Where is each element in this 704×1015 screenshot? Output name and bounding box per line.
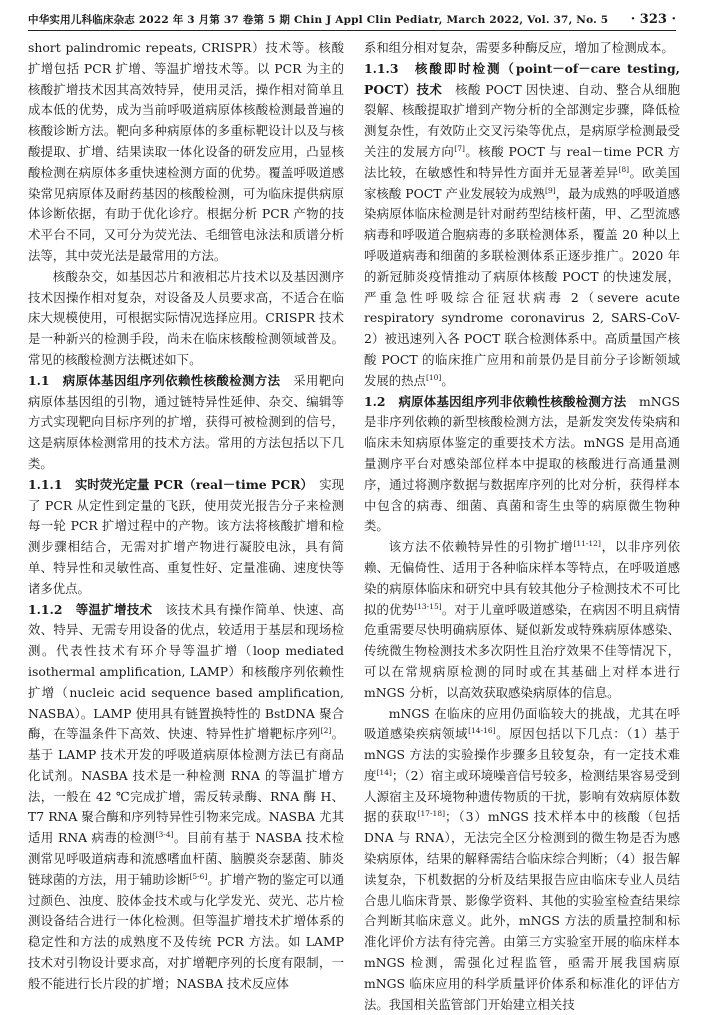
paragraph: short palindromic repeats, CRISPR）技术等。核酸扩增包括 PCR 扩增、等温扩增技术等。以 PCR 为主的核酸扩增技术因其高效特异，使用灵活，操作相对简单且成本低的优势，成为当前呼吸道病原体核酸检测最普遍的核酸诊断方法。靶向多种病原体的多重标靶设计以及与核酸提取、扩增、结果读取一体化设备的研发应用，凸显核酸检测在病原体多重快速检测方面的优势。覆盖呼吸道感染常见病原体及耐药基因的核酸检测，可为临床提供病原体诊断依据，有助于优化诊疗。根据分析 PCR 产物的技术平台不同，又可分为荧光法、毛细管电泳法和质谱分析法等，其中荧光法是最常用的方法。 bbox=[28, 38, 344, 267]
citation: [9] bbox=[545, 185, 556, 194]
right-column bbox=[364, 38, 680, 1015]
journal-citation: 中华实用儿科临床杂志 2022 年 3 月第 37 卷第 5 期 Chin J Appl Clin Pediatr, March 2022, Vol. 37, No. 5 bbox=[28, 10, 608, 30]
citation: [14-16] bbox=[468, 726, 495, 735]
section-paragraph: 1.1.3 核酸即时检测（point－of－care testing, POCT）技术 核酸 POCT 因快速、自动、整合从细胞裂解、核酸提取扩增到产物分析的全部测定步骤，降低检测复杂性，有效防止交叉污染等优点，是病原学检测最受关注的发展方向[7]。核酸 POCT 与 real－time PCR 方法比较，在敏感性和特异性方面并无显著差异[8]。欧美国家核酸 POCT 产业发展较为成熟[9]，最为成熟的呼吸道感染病原体临床检测是针对耐药型结核杆菌，甲、乙型流感病毒和呼吸道合胞病毒的多联检测体系，覆盖 20 种以上呼吸道病毒和细菌的多联检测体系正逐步推广。2020 年的新冠肺炎疫情推动了病原体核酸 POCT 的快速发展，严重急性呼吸综合征冠状病毒 2（severe acute respiratory syndrome coronavirus 2, SARS-CoV-2）被迅速列入各 POCT 联合检测体系中。高质量国产核酸 POCT 的临床推广应用和前景仍是目前分子诊断领域发展的热点[10]。 bbox=[364, 59, 680, 392]
citation: [11-12] bbox=[573, 539, 600, 548]
citation: [5-6] bbox=[189, 872, 207, 881]
citation: [13-15] bbox=[414, 601, 441, 610]
section-paragraph: 1.1 病原体基因组序列依赖性核酸检测方法 采用靶向病原体基因组的引物，通过链特异性延伸、杂交、编辑等方式实现靶向目标序列的扩增，获得可被检测到的信号，这是病原体检测常用的技术方法。常用的方法包括以下几类。 bbox=[28, 371, 344, 475]
citation: [7] bbox=[454, 144, 465, 153]
paragraph: mNGS 在临床的应用仍面临较大的挑战，尤其在呼吸道感染疾病领域[14-16]。原因包括以下几点：（1）基于 mNGS 方法的实验操作步骤多且较复杂，有一定技术难度[14]；（2）宿主或环境噪音信号较多，检测结果容易受到人源宿主及环境物种遗传物质的干扰，影响有效病原体数据的获取[17-18]；（3）mNGS 技术样本中的核酸（包括 DNA 与 RNA），无法完全区分检测到的微生物是否为感染病原体，结果的解释需结合临床综合判断；（4）报告解读复杂，下机数据的分析及结果报告应由临床专业人员结合患儿临床背景、影像学资料、其他的实验室检查结果综合判断其临床意义。此外，mNGS 方法的质量控制和标准化评价方法有待完善。由第三方实验室开展的临床样本 mNGS 检测，需强化过程监管，亟需开展我国病原 mNGS 临床应用的科学质量评价体系和标准化的评估方法。我国相关监管部门开始建立相关技 bbox=[364, 704, 680, 1015]
left-column bbox=[28, 38, 344, 995]
paragraph: 系和组分相对复杂，需要多种酶反应，增加了检测成本。 bbox=[364, 38, 680, 59]
subsection-heading: 1.1.1 实时荧光定量 PCR（real－time PCR） bbox=[28, 477, 307, 492]
section-paragraph: 1.2 病原体基因组序列非依赖性核酸检测方法 mNGS 是非序列依赖的新型核酸检测方法，是新发突发传染病和临床未知病原体鉴定的重要技术方法。mNGS 是用高通量测序平台对感染部位样本中提取的核酸进行高通量测序，通过将测序数据与数据库序列的比对分析，获得样本中包含的病毒、细菌、真菌和寄生虫等的病原微生物种类。 bbox=[364, 392, 680, 538]
section-heading: 1.2 病原体基因组序列非依赖性核酸检测方法 bbox=[364, 394, 626, 409]
citation: [14] bbox=[376, 768, 391, 777]
running-header bbox=[28, 8, 676, 31]
citation: [10] bbox=[426, 373, 441, 382]
citation: [3-4] bbox=[156, 830, 174, 839]
section-heading: 1.1 病原体基因组序列依赖性核酸检测方法 bbox=[28, 373, 280, 388]
subsection-heading: 1.1.2 等温扩增技术 bbox=[28, 602, 152, 617]
paragraph: 核酸杂交，如基因芯片和液相芯片技术以及基因测序技术因操作相对复杂，对设备及人员要求高，不适合在临床大规模使用，可根据实际情况选择应用。CRISPR 技术是一种新兴的检测手段，尚未在临床核酸检测领域普及。常见的核酸检测方法概述如下。 bbox=[28, 267, 344, 371]
citation: [17-18] bbox=[418, 809, 445, 818]
paragraph: 该方法不依赖特异性的引物扩增[11-12]，以非序列依赖、无偏倚性、适用于各种临床样本等特点，在呼吸道感染的病原体临床和研究中具有较其他分子检测技术不可比拟的优势[13-15]。对于儿童呼吸道感染，在病因不明且病情危重需要尽快明确病原体、疑似新发或特殊病原体感染、传统微生物检测技术多次阴性且治疗效果不佳等情况下，可以在常规病原检测的同时或在其基础上对样本进行 mNGS 分析，以高效获取感染病原体的信息。 bbox=[364, 537, 680, 703]
page-number: · 323 · bbox=[631, 10, 676, 30]
citation: [2] bbox=[321, 726, 332, 735]
section-paragraph: 1.1.1 实时荧光定量 PCR（real－time PCR） 实现了 PCR 从定性到定量的飞跃，使用荧光报告分子来检测每一轮 PCR 扩增过程中的产物。该方法将核酸扩增和检测步骤相结合，无需对扩增产物进行凝胶电泳，具有简单、特异性和灵敏性高、重复性好、定量准确、速度快等诸多优点。 bbox=[28, 475, 344, 600]
section-paragraph: 1.1.2 等温扩增技术 该技术具有操作简单、快速、高效、特异、无需专用设备的优点，较适用于基层和现场检测。代表性技术有环介导等温扩增（loop mediated isothermal amplification, LAMP）和核酸序列依赖性扩增（nucleic acid sequence based amplification, NASBA）。LAMP 使用具有链置换特性的 BstDNA 聚合酶，在等温条件下高效、快速、特异性扩增靶标序列[2]。基于 LAMP 技术开发的呼吸道病原体检测方法已有商品化试剂。NASBA 技术是一种检测 RNA 的等温扩增方法，一般在 42 ℃完成扩增，需反转录酶、RNA 酶 H、T7 RNA 聚合酶和序列特异性引物来完成。NASBA 尤其适用 RNA 病毒的检测[3-4]。目前有基于 NASBA 技术检测常见呼吸道病毒和流感嗜血杆菌、脑膜炎奈瑟菌、肺炎链球菌的方法，用于辅助诊断[5-6]。扩增产物的鉴定可以通过颜色、浊度、胶体金技术或与化学发光、荧光、芯片检测设备结合进行一体化检测。但等温扩增技术扩增体系的稳定性和方法的成熟度不及传统 PCR 方法。如 LAMP 技术对引物设计要求高，对扩增靶序列的长度有限制，一般不能进行长片段的扩增；NASBA 技术反应体 bbox=[28, 600, 344, 995]
subsection-heading: 1.1.3 核酸即时检测（point－of－care testing, POCT）技术 bbox=[364, 61, 680, 97]
citation: [8] bbox=[618, 165, 629, 174]
